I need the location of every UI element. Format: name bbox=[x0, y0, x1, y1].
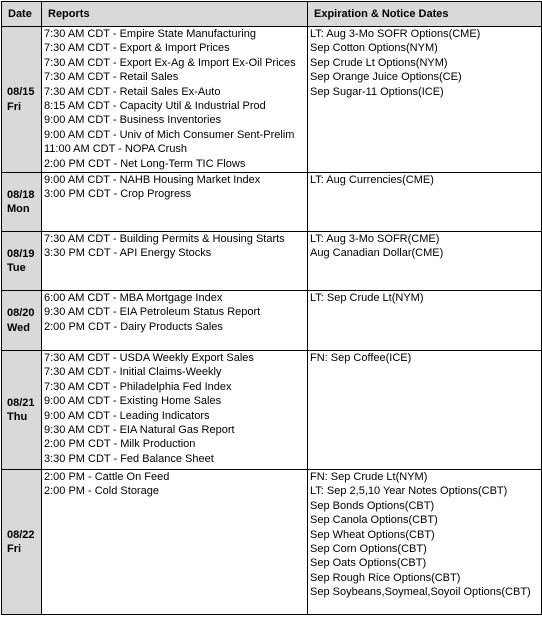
report-item: 9:00 AM CDT - NAHB Housing Market Index bbox=[44, 174, 261, 186]
table-row bbox=[2, 470, 542, 615]
report-item: 2:00 PM CDT - Dairy Products Sales bbox=[44, 320, 223, 333]
table-row bbox=[2, 351, 542, 470]
report-item: 7:30 AM CDT - Empire State Manufacturing bbox=[44, 28, 256, 40]
date-cell bbox=[2, 232, 42, 291]
report-item: 2:00 PM CDT - Net Long-Term TIC Flows bbox=[44, 157, 246, 170]
reports-cell bbox=[42, 351, 308, 470]
date-cell bbox=[2, 470, 42, 615]
expiration-column-header: Expiration & Notice Dates bbox=[308, 2, 542, 27]
report-item: 7:30 AM CDT - Initial Claims-Weekly bbox=[44, 366, 222, 379]
report-item: 9:30 AM CDT - EIA Natural Gas Report bbox=[44, 423, 235, 436]
expirations-cell bbox=[308, 27, 542, 173]
report-item: 7:30 AM CDT - Retail Sales bbox=[44, 71, 179, 84]
expirations-cell bbox=[308, 291, 542, 351]
report-item: 7:30 AM CDT - Philadelphia Fed Index bbox=[44, 380, 232, 393]
expirations-cell bbox=[308, 232, 542, 291]
weekday-label: Fri bbox=[7, 543, 22, 555]
report-item: 2:00 PM - Cattle On Feed bbox=[44, 471, 170, 483]
report-item: 3:30 PM CDT - Fed Balance Sheet bbox=[44, 452, 214, 465]
report-item: 7:30 AM CDT - Retail Sales Ex-Auto bbox=[44, 85, 221, 98]
report-item: 3:00 PM CDT - Crop Progress bbox=[44, 188, 192, 201]
expiration-item: Aug Canadian Dollar(CME) bbox=[310, 247, 444, 260]
report-item: 3:30 PM CDT - API Energy Stocks bbox=[44, 247, 212, 260]
report-item: 2:00 PM CDT - Milk Production bbox=[44, 438, 196, 451]
weekday-label: Thu bbox=[7, 411, 28, 423]
calendar-rows bbox=[2, 27, 542, 615]
date-cell bbox=[2, 291, 42, 351]
expirations-cell bbox=[308, 173, 542, 232]
reports-cell bbox=[42, 173, 308, 232]
expiration-item: LT: Sep 2,5,10 Year Notes Options(CBT) bbox=[310, 485, 508, 498]
economic-calendar-table bbox=[1, 1, 542, 615]
report-item: 9:30 AM CDT - EIA Petroleum Status Report bbox=[44, 306, 261, 319]
reports-cell bbox=[42, 291, 308, 351]
date-label: 08/21 bbox=[7, 396, 35, 409]
expiration-item: Sep Rough Rice Options(CBT) bbox=[310, 571, 461, 584]
date-label: 08/15 bbox=[7, 86, 35, 99]
report-item: 6:00 AM CDT - MBA Mortgage Index bbox=[44, 292, 223, 304]
reports-cell bbox=[42, 470, 308, 615]
weekday-label: Fri bbox=[7, 100, 22, 113]
report-item: 9:00 AM CDT - Leading Indicators bbox=[44, 409, 210, 422]
date-cell bbox=[2, 351, 42, 470]
expiration-item: Sep Canola Options(CBT) bbox=[310, 514, 438, 527]
report-item: 7:30 AM CDT - USDA Weekly Export Sales bbox=[44, 352, 254, 364]
expiration-item: LT: Aug 3-Mo SOFR Options(CME) bbox=[310, 28, 481, 40]
date-label: 08/20 bbox=[7, 307, 35, 320]
report-item: 7:30 AM CDT - Export Ex-Ag & Import Ex-Oil Prices bbox=[44, 56, 296, 69]
date-label: 08/19 bbox=[7, 247, 35, 260]
weekday-label: Mon bbox=[7, 203, 30, 215]
report-item: 8:15 AM CDT - Capacity Util & Industrial Prod bbox=[44, 99, 266, 112]
expiration-item: LT: Aug 3-Mo SOFR(CME) bbox=[310, 233, 440, 245]
expiration-item: Sep Oats Options(CBT) bbox=[310, 557, 427, 570]
date-cell bbox=[2, 27, 42, 173]
weekday-label: Tue bbox=[7, 262, 26, 274]
expiration-item: Sep Sugar-11 Options(ICE) bbox=[310, 85, 444, 98]
date-column-header: Date bbox=[2, 2, 42, 27]
expiration-item: FN: Sep Coffee(ICE) bbox=[310, 352, 412, 364]
report-item: 11:00 AM CDT - NOPA Crush bbox=[44, 143, 188, 156]
expirations-cell bbox=[308, 351, 542, 470]
expirations-cell bbox=[308, 470, 542, 615]
expiration-item: FN: Sep Crude Lt(NYM) bbox=[310, 471, 428, 483]
date-label: 08/18 bbox=[7, 188, 35, 201]
table-row bbox=[2, 27, 542, 173]
date-label: 08/22 bbox=[7, 528, 35, 541]
report-item: 7:30 AM CDT - Export & Import Prices bbox=[44, 42, 230, 55]
table-row bbox=[2, 173, 542, 232]
expiration-item: Sep Orange Juice Options(CE) bbox=[310, 71, 462, 84]
header-row bbox=[2, 2, 542, 27]
expiration-item: LT: Sep Crude Lt(NYM) bbox=[310, 292, 424, 304]
report-item: 9:00 AM CDT - Existing Home Sales bbox=[44, 395, 222, 408]
report-item: 2:00 PM - Cold Storage bbox=[44, 485, 159, 498]
expiration-item: Sep Corn Options(CBT) bbox=[310, 542, 427, 555]
table-row bbox=[2, 291, 542, 351]
report-item: 7:30 AM CDT - Building Permits & Housing Starts bbox=[44, 233, 285, 245]
weekday-label: Wed bbox=[7, 321, 31, 334]
table-row bbox=[2, 232, 542, 291]
reports-cell bbox=[42, 27, 308, 173]
report-item: 9:00 AM CDT - Univ of Mich Consumer Sent-Prelim bbox=[44, 128, 295, 141]
reports-cell bbox=[42, 232, 308, 291]
expiration-item: Sep Cotton Options(NYM) bbox=[310, 42, 438, 55]
report-item: 9:00 AM CDT - Business Inventories bbox=[44, 114, 222, 127]
expiration-item: Sep Soybeans,Soymeal,Soyoil Options(CBT) bbox=[310, 586, 531, 599]
expiration-item: LT: Aug Currencies(CME) bbox=[310, 174, 434, 186]
expiration-item: Sep Bonds Options(CBT) bbox=[310, 499, 435, 512]
reports-column-header: Reports bbox=[42, 2, 308, 27]
expiration-item: Sep Wheat Options(CBT) bbox=[310, 528, 435, 541]
expiration-item: Sep Crude Lt Options(NYM) bbox=[310, 56, 448, 69]
date-cell bbox=[2, 173, 42, 232]
